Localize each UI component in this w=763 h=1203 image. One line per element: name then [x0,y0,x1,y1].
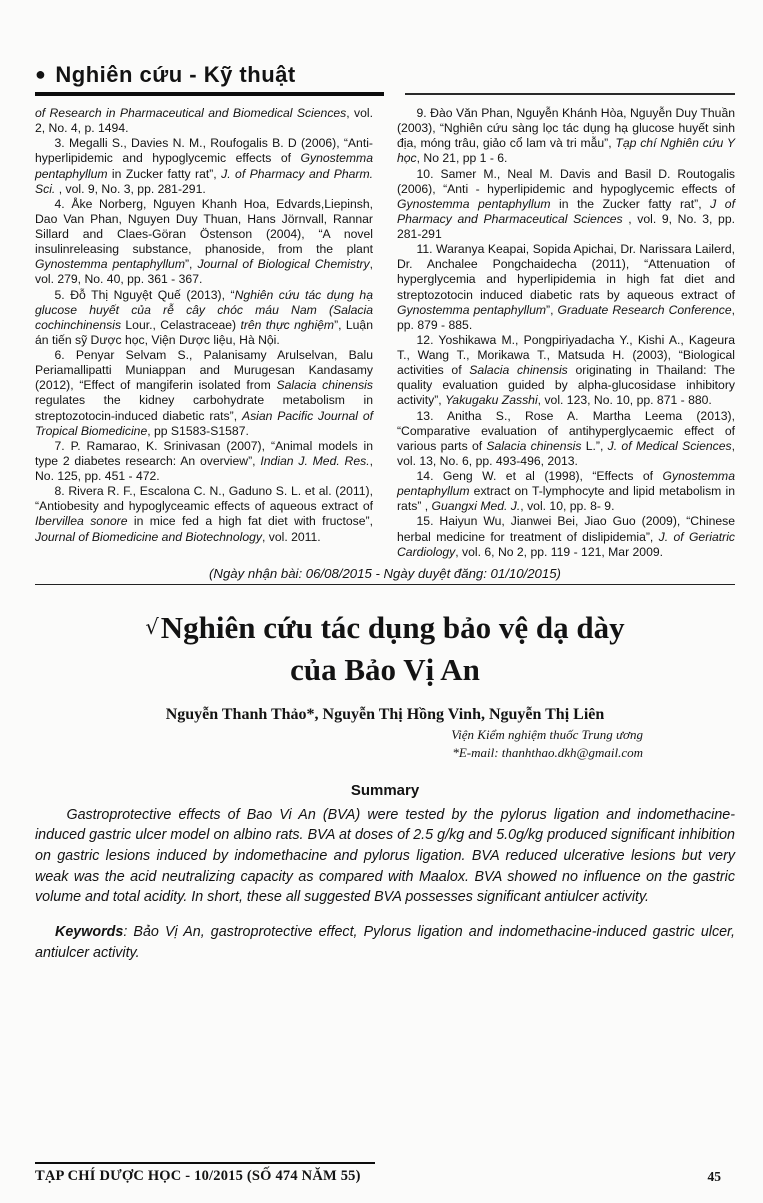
reference-item: of Research in Pharmaceutical and Biomedical Sciences, vol. 2, No. 4, p. 1494. [35,106,373,136]
section-header [35,62,735,96]
reference-item: 7. P. Ramarao, K. Srinivasan (2007), “Animal models in type 2 diabetes research: An overview”, Indian J. Med. Res., No. 125, pp. 451 - 472. [35,438,374,483]
references-column-left [35,106,373,560]
keywords-line [35,922,735,963]
reference-item: 10. Samer M., Neal M. Davis and Basil D. Routogalis (2006), “Anti - hyperlipidemic and hypoglycemic effects of Gynostemma pentaphyllum in the Zucker fatty rat”, J of Pharmacy and Pharmaceutical Sciences , vol. 9, No. 3, pp. 281-291 [397,166,736,241]
bullet-icon: ● [35,64,47,84]
article-title [35,607,735,691]
references-column-right [397,106,735,560]
article-title-line2: của Bảo Vị An [290,651,480,687]
reference-item: 6. Penyar Selvam S., Palanisamy Arulselvan, Balu Periamallipatti Muniappan and Murugesan Kandasamy (2012), “Effect of mangiferin isolated from Salacia chinensis regulates the kidney carbohydrate metabolism in streptozotocin-induced diabetic rats”, Asian Pacific Journal of Tropical Biomedicine, pp S1583-S1587. [35,348,373,438]
page-number: 45 [707,1169,721,1184]
title-text-line1: Nghiên cứu tác dụng bảo vệ dạ dày [160,609,625,645]
section-title: Nghiên cứu - Kỹ thuật [55,62,296,87]
reference-item: 4. Åke Norberg, Nguyen Khanh Hoa, Edvards,Liepinsh, Dao Van Phan, Nguyen Duy Thuan, Hans Jörnvall, Rannar Sillard and Claes-Göran Östenson (2004), “A novel insulinreleasing substance, phanoside, from the plant Gynostemma pentaphyllum”, Journal of Biological Chemistry, vol. 279, No. 40, pp. 361 - 367. [35,196,373,287]
summary-heading: Summary [350,781,420,799]
header-rule [405,93,735,95]
reference-item: 12. Yoshikawa M., Pongpiriyadacha Y., Kishi A., Kageura T., Wang T., Morikawa T., Matsuda H. (2003), “Biological activities of Salacia chinensis originating in Thailand: The quality evaluation guided by alpha-glucosidase inhibitory activity”, Yakugaku Zasshi, vol. 123, No. 10, pp. 871 - 880. [397,332,735,408]
section-header-text [35,62,384,96]
journal-page [0,62,763,1184]
reference-item: 3. Megalli S., Davies N. M., Roufogalis B. D (2006), “Anti-hyperlipidemic and hypoglycemic effects of Gynostemma pentaphyllum in Zucker fatty rat”, J. of Pharmacy and Pharm. Sci. , vol. 9, No. 3, pp. 281-291. [35,136,373,196]
email-line: *E-mail: thanhthao.dkh@gmail.com [452,744,643,760]
summary-text: Gastroprotective effects of Bao Vi An (BVA) were tested by the pylorus ligation and indomethacine-induced gastric ulcer model on albino rats. BVA at doses of 2.5 g/kg and 5.0g/kg produced significant inhibition on gastric lesions induced by indomethacine and pylorus ligation. BVA reduced ulcerative lesions but very weak was the acid neutralizing capacity as compared with Maalox. BVA showed no influence on the gastric volume and total acidity. In short, these all suggested BVA possesses significant antiulcer activity. [35,806,735,906]
dates-line: (Ngày nhận bài: 06/08/2015 - Ngày duyệt đăng: 01/10/2015) [35,566,735,585]
reference-item: 11. Waranya Keapai, Sopida Apichai, Dr. Narissara Lailerd, Dr. Anchalee Pongchaidecha (2011), “Attenuation of hyperglycemia and hyperlipidemia in high fat diet and streptozotocin induced diabetic rats by aqueous extract of Gynostemma pentaphyllum”, Graduate Research Conference, pp. 879 - 885. [397,242,735,332]
page-footer [35,1162,735,1185]
reference-item: 13. Anitha S., Rose A. Martha Leema (2013), “Comparative evaluation of antihyperglycaemic effect of various parts of Salacia chinensis L.”, J. of Medical Sciences, vol. 13, No. 6, pp. 493-496, 2013. [397,408,736,468]
reference-item: 5. Đỗ Thị Nguyệt Quế (2013), “Nghiên cứu tác dụng hạ glucose huyết của rễ cây chóc máu Nam (Salacia cochinchinensis Lour., Celastraceae) trên thực nghiệm”, Luận án tiến sỹ Dược học, Viện Dược liệu, Hà Nội. [35,287,373,347]
references-section [35,106,735,560]
authors-line: Nguyễn Thanh Thảo*, Nguyễn Thị Hồng Vinh, Nguyễn Thị Liên [165,706,605,724]
reference-item: 8. Rivera R. F., Escalona C. N., Gaduno S. L. et al. (2011), “Antiobesity and hypoglyceamic effects of aqueous extract of Ibervillea sonore in mice fed a high fat diet with fructose”, Journal of Biomedicine and Biotechnology, vol. 2011. [35,484,373,544]
article-title-line1 [35,607,735,649]
journal-name: TẠP CHÍ DƯỢC HỌC - 10/2015 (SỐ 474 NĂM 55) [35,1168,361,1184]
keywords-text: : Bảo Vị An, gastroprotective effect, Pylorus ligation and indomethacine-induced gastric ulcer, antiulcer activity. [35,924,735,962]
footer-rule [35,1162,375,1164]
reference-item: 15. Haiyun Wu, Jianwei Bei, Jiao Guo (2009), “Chinese herbal medicine for treatment of dislipidemia”, J. of Geriatric Cardiology, vol. 6, No 2, pp. 119 - 121, Mar 2009. [397,514,735,559]
affiliation: Viện Kiểm nghiệm thuốc Trung ương [451,727,643,743]
reference-item: 14. Geng W. et al (1998), “Effects of Gynostemma pentaphyllum extract on T-lymphocyte and lipid metabolism in rats” , Guangxi Med. J., vol. 10, pp. 8- 9. [397,469,735,514]
checkmark-annotation: √ [145,614,159,639]
keywords-label: Keywords [55,924,124,941]
affiliation-block [35,726,735,761]
reference-item: 9. Đào Văn Phan, Nguyễn Khánh Hòa, Nguyễn Duy Thuần (2003), “Nghiên cứu sàng lọc tác dụng hạ glucose huyết sinh địa, móng trâu, giảo cổ lam và tri mẫu”, Tạp chí Nghiên cứu Y học, No 21, pp 1 - 6. [397,106,735,166]
